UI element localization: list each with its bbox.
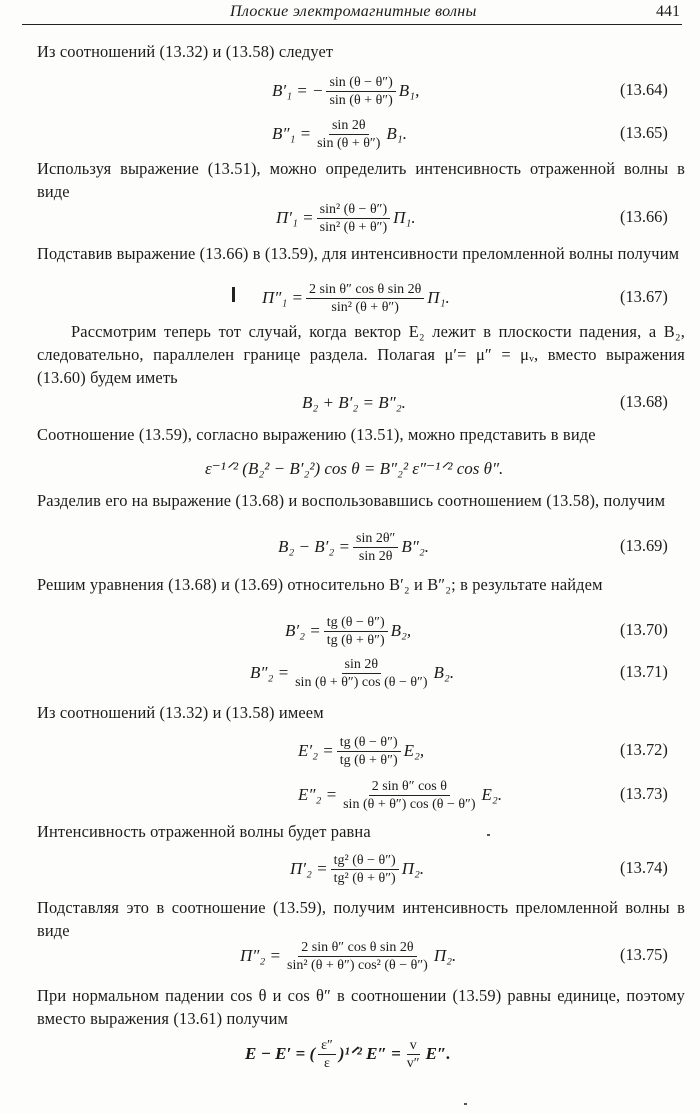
paragraph: Интенсивность отраженной волны будет равна xyxy=(37,822,371,841)
equation-13-70 xyxy=(285,612,411,650)
fraction-denominator: sin (θ + θ″) cos (θ − θ″) xyxy=(343,796,476,812)
header-rule xyxy=(22,24,682,25)
equation-final xyxy=(245,1032,451,1076)
equation-13-73 xyxy=(298,776,502,814)
fraction-numerator: v xyxy=(407,1038,420,1055)
equation-number: (13.66) xyxy=(620,207,668,226)
eq-lhs: Π′₁ = xyxy=(276,208,314,227)
equation-13-69 xyxy=(278,528,429,566)
fraction-denominator: sin² (θ + θ″) xyxy=(331,299,399,315)
fraction-numerator: 2 sin θ″ cos θ sin 2θ xyxy=(306,282,424,299)
eq-rhs: B₂. xyxy=(433,663,455,682)
paragraph: При нормальном падении cos θ и cos θ″ в соотношении (13.59) равны единице, поэтому вместо выражения (13.61) получим xyxy=(37,986,685,1028)
fraction-denominator: tg (θ + θ″) xyxy=(326,632,385,648)
fraction-denominator: v″ xyxy=(406,1055,420,1071)
equation-13-66 xyxy=(276,199,416,237)
fraction-numerator: tg (θ − θ″) xyxy=(337,735,401,752)
paragraph: Решим уравнения (13.68) и (13.69) относительно B′₂ и B″₂; в результате найдем xyxy=(37,575,603,594)
fraction-numerator: 2 sin θ″ cos θ xyxy=(369,779,450,796)
fraction-denominator: tg² (θ + θ″) xyxy=(333,870,396,886)
eq-rhs: B₂, xyxy=(390,621,412,640)
fraction-numerator: sin 2θ xyxy=(342,657,382,674)
fraction xyxy=(324,615,388,648)
fraction-numerator: sin (θ − θ″) xyxy=(326,75,395,92)
fraction-numerator: tg² (θ − θ″) xyxy=(331,853,399,870)
fraction xyxy=(306,282,424,315)
fraction-numerator: 2 sin θ″ cos θ sin 2θ xyxy=(298,940,416,957)
fraction-denominator: sin (θ + θ″) cos (θ − θ″) xyxy=(295,674,428,690)
fraction xyxy=(353,531,398,564)
eq-rhs: E₂, xyxy=(403,741,425,760)
equation-number: (13.68) xyxy=(620,392,668,411)
eq-rhs: B₁, xyxy=(398,81,420,100)
equation-number: (13.67) xyxy=(620,287,668,306)
eq-lhs: E″₂ = xyxy=(298,785,338,804)
equation-13-68 xyxy=(302,390,406,416)
eq-lhs: B′₂ = xyxy=(285,621,321,640)
equation-13-71 xyxy=(250,654,454,692)
fraction-denominator: tg (θ + θ″) xyxy=(339,752,398,768)
fraction xyxy=(331,853,399,886)
equation-number: (13.73) xyxy=(620,784,668,803)
fraction xyxy=(337,735,401,768)
eq-lhs: B₂ − B′₂ = xyxy=(278,537,351,556)
eq-rhs: Π₂. xyxy=(433,946,457,965)
equation-unnumbered xyxy=(205,456,503,482)
equation-13-75 xyxy=(240,937,456,975)
eq-rhs: B″₂. xyxy=(401,537,430,556)
print-speck xyxy=(487,834,490,836)
equation-number: (13.71) xyxy=(620,662,668,681)
paragraph: Подставляя это в соотношение (13.59), получим интенсивность преломленной волны в виде xyxy=(37,898,685,940)
equation-number: (13.72) xyxy=(620,740,668,759)
paragraph: Разделив его на выражение (13.68) и воспользовавшись соотношением (13.58), получим xyxy=(37,491,666,510)
eq-rhs: )¹ᐟ² E″ = xyxy=(338,1044,401,1063)
fraction xyxy=(340,779,478,812)
fraction xyxy=(404,1038,423,1071)
eq-lhs: Π′₂ = xyxy=(290,859,328,878)
paragraph: Из соотношений (13.32) и (13.58) следует xyxy=(37,42,334,61)
eq-rhs: E₂. xyxy=(481,785,503,804)
print-speck xyxy=(464,1103,467,1105)
equation-13-67 xyxy=(262,279,450,317)
equation-13-64 xyxy=(272,72,419,110)
paragraph: Соотношение (13.59), согласно выражению (13.51), можно представить в виде xyxy=(37,425,596,444)
equation-13-72 xyxy=(298,732,424,770)
fraction xyxy=(314,118,383,151)
eq-lhs: Π″₁ = xyxy=(262,288,303,307)
fraction-denominator: sin (θ + θ″) xyxy=(317,135,381,151)
fraction xyxy=(284,940,431,973)
fraction xyxy=(317,202,391,235)
equation-13-74 xyxy=(290,850,424,888)
equation-number: (13.75) xyxy=(620,945,668,964)
fraction-denominator: sin² (θ + θ″) xyxy=(319,219,388,235)
equation-number: (13.70) xyxy=(620,620,668,639)
eq-rhs: Π₁. xyxy=(393,208,416,227)
paragraph: Из соотношений (13.32) и (13.58) имеем xyxy=(37,703,324,722)
fraction-numerator: ε″ xyxy=(318,1038,336,1055)
eq-body: B₂ + B′₂ = B″₂. xyxy=(302,393,406,412)
equation-13-65 xyxy=(272,115,407,153)
fraction-numerator: sin² (θ − θ″) xyxy=(317,202,391,219)
paragraph: Рассмотрим теперь тот случай, когда вектор E₂ лежит в плоскости падения, а B₂, следовательно, параллелен границе раздела. Полагая μ′= μ″ = μᵥ, вместо выражения (13.60) будем иметь xyxy=(37,322,685,387)
eq-rhs: Π₂. xyxy=(401,859,425,878)
fraction-numerator: sin 2θ xyxy=(329,118,369,135)
fraction-denominator: sin (θ + θ″) xyxy=(329,92,393,108)
fraction xyxy=(292,657,430,690)
fraction-denominator: ε xyxy=(324,1055,330,1071)
fraction-denominator: sin² (θ + θ″) cos² (θ − θ″) xyxy=(287,957,428,973)
equation-number: (13.65) xyxy=(620,123,668,142)
page-number: 441 xyxy=(656,3,680,20)
margin-mark xyxy=(232,287,235,302)
eq-lhs: B″₁ = xyxy=(272,124,312,143)
eq-lhs: E′₂ = xyxy=(298,741,334,760)
eq-rhs: Π₁. xyxy=(427,288,450,307)
paragraph: Используя выражение (13.51), можно определить интенсивность отраженной волны в виде xyxy=(37,159,685,201)
eq-rhs: E″. xyxy=(425,1044,451,1063)
running-title: Плоские электромагнитные волны xyxy=(230,3,477,20)
equation-number: (13.64) xyxy=(620,80,668,99)
eq-rhs: B₁. xyxy=(386,124,407,143)
fraction xyxy=(318,1038,336,1071)
eq-lhs: E − E′ = ( xyxy=(245,1044,316,1063)
fraction xyxy=(326,75,395,108)
eq-body: ε⁻¹ᐟ² (B₂² − B′₂²) cos θ = B″₂² ε″⁻¹ᐟ² cos θ″. xyxy=(205,459,504,478)
eq-lhs: Π″₂ = xyxy=(240,946,281,965)
fraction-numerator: sin 2θ″ xyxy=(353,531,398,548)
equation-number: (13.69) xyxy=(620,536,668,555)
fraction-denominator: sin 2θ xyxy=(358,548,393,564)
eq-lhs: B′₁ = − xyxy=(272,81,324,100)
equation-number: (13.74) xyxy=(620,858,668,877)
fraction-numerator: tg (θ − θ″) xyxy=(324,615,388,632)
eq-lhs: B″₂ = xyxy=(250,663,290,682)
paragraph: Подставив выражение (13.66) в (13.59), для интенсивности преломленной волны получим xyxy=(37,244,680,263)
